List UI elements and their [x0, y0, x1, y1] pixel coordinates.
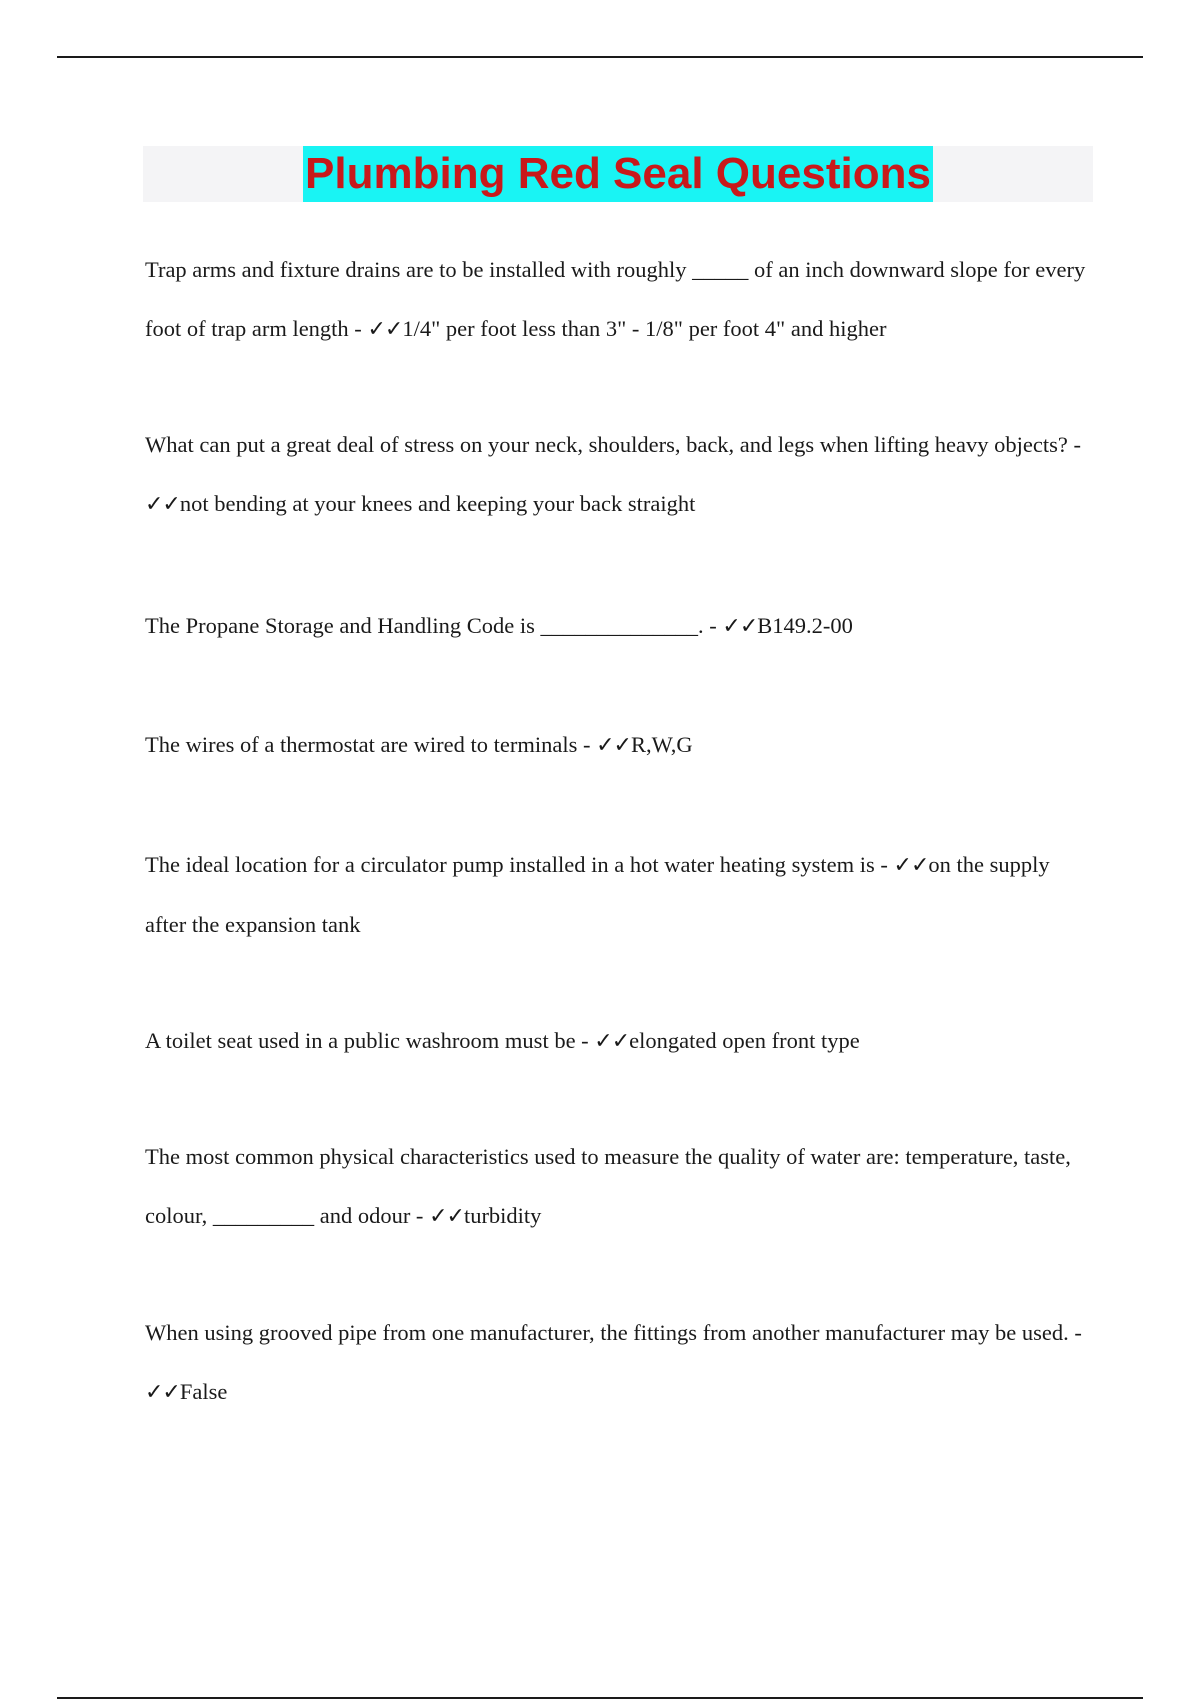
check-marks-icon: ✓✓ — [145, 491, 180, 517]
qa-item — [145, 597, 1095, 657]
answer-text: not bending at your knees and keeping your back straight — [179, 490, 696, 516]
question-text: When using grooved pipe from one manufacturer, the fittings from another manufacturer may be used. - — [145, 1320, 1082, 1345]
qa-item — [145, 1304, 1095, 1422]
qa-item — [145, 416, 1095, 534]
check-marks-icon: ✓✓ — [594, 1029, 630, 1054]
question-text: The ideal location for a circulator pump installed in a hot water heating system is - — [145, 852, 894, 877]
check-marks-icon: ✓✓ — [722, 614, 758, 639]
title-band — [143, 146, 1093, 202]
answer-text: elongated open front type — [629, 1028, 860, 1053]
qa-item — [145, 1128, 1095, 1246]
qa-item — [145, 241, 1095, 359]
question-text: Trap arms and fixture drains are to be installed with roughly _____ of an inch downward slope for every foot of trap arm length - — [145, 257, 1086, 341]
footer-rule — [57, 1697, 1143, 1699]
check-marks-icon: ✓✓ — [429, 1203, 464, 1229]
answer-text: 1/4" per foot less than 3" - 1/8" per foot 4" and higher — [402, 315, 887, 341]
page-title: Plumbing Red Seal Questions — [303, 146, 933, 202]
question-text: The wires of a thermostat are wired to terminals - — [145, 732, 597, 757]
answer-text: on the supply after the expansion tank — [145, 852, 1050, 937]
header-rule — [57, 56, 1143, 58]
question-text: A toilet seat used in a public washroom must be - — [145, 1028, 595, 1053]
qa-item — [145, 716, 1095, 776]
answer-text: turbidity — [463, 1202, 542, 1228]
answer-text: False — [179, 1378, 228, 1404]
check-marks-icon: ✓✓ — [367, 316, 403, 342]
check-marks-icon: ✓✓ — [893, 853, 929, 878]
qa-item — [145, 836, 1095, 954]
answer-text: B149.2-00 — [757, 613, 853, 638]
check-marks-icon: ✓✓ — [145, 1379, 180, 1405]
question-text: The Propane Storage and Handling Code is ______________. - — [145, 613, 723, 638]
question-text: The most common physical characteristics used to measure the quality of water are: temperature, taste, colour, _________ and odour - — [145, 1144, 1071, 1228]
answer-text: R,W,G — [630, 732, 693, 757]
question-text: What can put a great deal of stress on your neck, shoulders, back, and legs when lifting heavy objects? - — [145, 432, 1081, 457]
qa-item — [145, 1012, 1095, 1072]
check-marks-icon: ✓✓ — [596, 733, 631, 758]
